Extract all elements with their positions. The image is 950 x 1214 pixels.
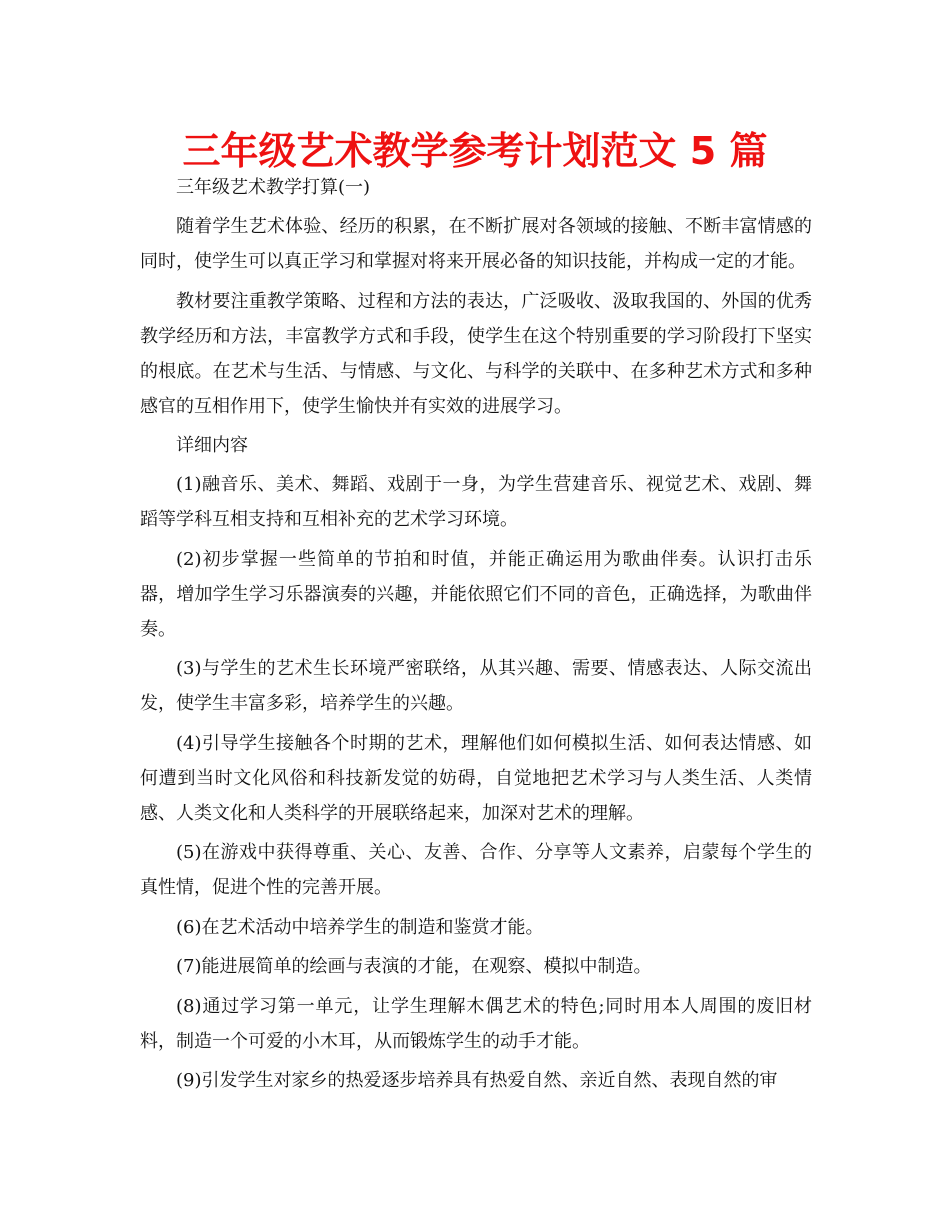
list-item: (5)在游戏中获得尊重、关心、友善、合作、分享等人文素养，启蒙每个学生的真性情，促进个性的完善开展。 — [140, 842, 812, 898]
paragraph: 随着学生艺术体验、经历的积累，在不断扩展对各领域的接触、不断丰富情感的同时，使学生可以真正学习和掌握对将来开展必备的知识技能，并构成一定的才能。 — [140, 216, 812, 272]
section-heading: 详细内容 — [176, 435, 248, 456]
paragraph: 教材要注重教学策略、过程和方法的表达，广泛吸收、汲取我国的、外国的优秀教学经历和方法，丰富教学方式和手段，使学生在这个特别重要的学习阶段打下坚实的根底。在艺术与生活、与情感、与文化、与科学的关联中、在多种艺术方式和多种感官的互相作用下，使学生愉快并有实效的进展学习。 — [140, 290, 812, 417]
list-item: (9)引发学生对家乡的热爱逐步培养具有热爱自然、亲近自然、表现自然的审 — [176, 1070, 778, 1091]
list-item: (7)能进展简单的绘画与表演的才能，在观察、模拟中制造。 — [176, 956, 652, 977]
list-item: (2)初步掌握一些简单的节拍和时值，并能正确运用为歌曲伴奏。认识打击乐器，增加学生学习乐器演奏的兴趣，并能依照它们不同的音色，正确选择，为歌曲伴奏。 — [140, 548, 812, 640]
list-item: (3)与学生的艺术生长环境严密联络，从其兴趣、需要、情感表达、人际交流出发，使学生丰富多彩，培养学生的兴趣。 — [140, 658, 812, 714]
list-item: (6)在艺术活动中培养学生的制造和鉴赏才能。 — [176, 916, 544, 938]
section-heading: 三年级艺术教学打算(一) — [176, 177, 371, 198]
document-body — [140, 170, 812, 1103]
list-item: (1)融音乐、美术、舞蹈、戏剧于一身，为学生营建音乐、视觉艺术、戏剧、舞蹈等学科互相支持和互相补充的艺术学习环境。 — [140, 474, 812, 530]
list-item: (4)引导学生接触各个时期的艺术，理解他们如何模拟生活、如何表达情感、如何遭到当时文化风俗和科技新发觉的妨碍，自觉地把艺术学习与人类生活、人类情感、人类文化和人类科学的开展联络起来，加深对艺术的理解。 — [140, 732, 812, 824]
list-item: (8)通过学习第一单元，让学生理解木偶艺术的特色;同时用本人周围的废旧材料，制造一个可爱的小木耳，从而锻炼学生的动手才能。 — [140, 995, 812, 1052]
document-title: 三年级艺术教学参考计划范文 5 篇 — [182, 129, 768, 173]
